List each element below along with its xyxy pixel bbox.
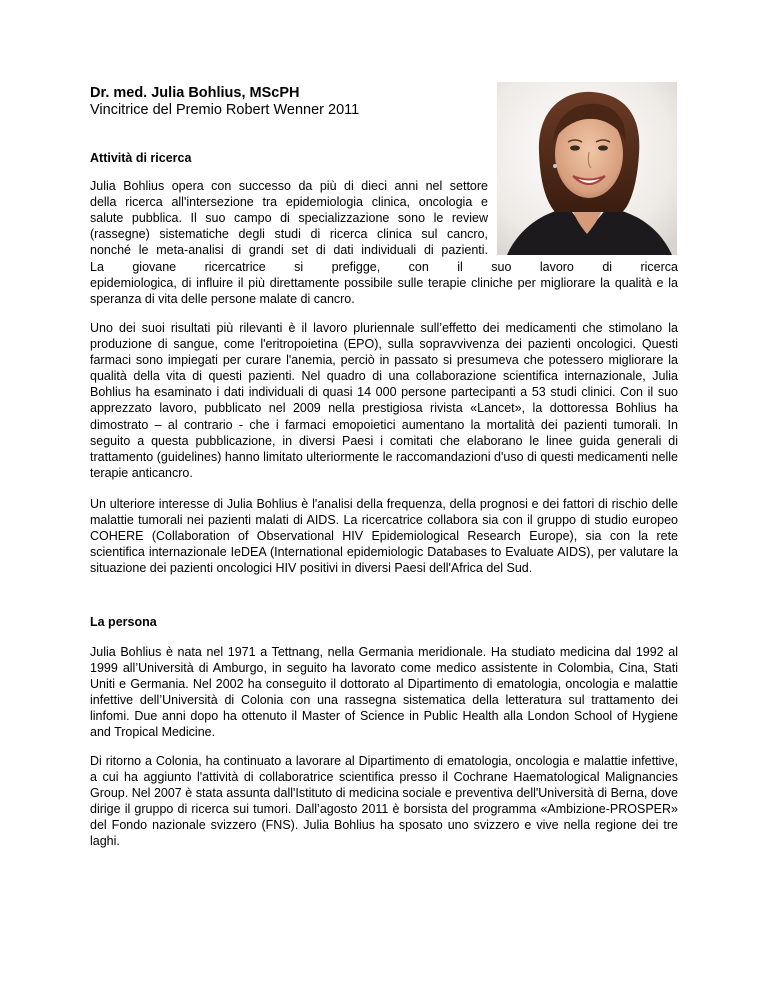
portrait-photo [497,82,677,255]
person-name-title: Dr. med. Julia Bohlius, MScPH [90,85,300,101]
award-subtitle: Vincitrice del Premio Robert Wenner 2011 [90,102,360,118]
research-paragraph-1-continued [90,259,678,307]
research-heading: Attività di ricerca [90,151,192,165]
portrait-illustration [497,82,677,255]
person-paragraph-2: Di ritorno a Colonia, ha continuato a lavorare al Dipartimento di ematologia, oncologia e malattie infettive, a cui ha aggiunto l'attività di collaboratrice scientifica presso il Cochrane Haematological Malignancies Group. Nel 2007 è stata assunta dall'Istituto di medicina sociale e preventiva dell'Università di Berna, dove dirige il gruppo di ricerca sui tumori. Dall’agosto 2011 è borsista del programma «Ambizione-PROSPER» del Fondo nazionale svizzero (FNS). Julia Bohlius ha sposato uno svizzero e vive nella regione dei tre laghi. [90,754,678,849]
research-paragraph-2: Uno dei suoi risultati più rilevanti è il lavoro pluriennale sull’effetto dei medicamenti che stimolano la produzione di sangue, come l'eritropoietina (EPO), sulla sopravvivenza dei pazienti oncologici. Questi farmaci sono impiegati per curare l'anemia, perciò in passato si presumeva che potessero migliorare la qualità della vita di questi pazienti. Nel quadro di una collaborazione scientifica internazionale, Julia Bohlius ha esaminato i dati individuali di quasi 14 000 persone partecipanti a 53 studi clinici. Con il suo apprezzato lavoro, pubblicato nel 2009 nella prestigiosa rivista «Lancet», la dottoressa Bohlius ha dimostrato – al contrario - che i farmaci emopoietici aumentano la mortalità dei pazienti tumorali. In seguito a questa pubblicazione, in diversi Paesi i comitati che elaborano le linee guida generali di trattamento (guidelines) hanno limitato ulteriormente le raccomandazioni d'uso di questi medicamenti nelle terapie anticancro. [90,321,678,480]
person-heading: La persona [90,615,157,629]
research-p1-line: salute pubblica. Il suo campo di specializzazione sono le review [90,211,488,226]
research-p1-line: nonché le meta-analisi di grandi set di dati individuali di pazienti. [90,243,488,258]
person-paragraph-1: Julia Bohlius è nata nel 1971 a Tettnang, nella Germania meridionale. Ha studiato medicina dal 1992 al 1999 all’Università di Amburgo, in seguito ha lavorato come medico assistente in Colombia, Cina, Stati Uniti e Germania. Nel 2002 ha conseguito il dottorato al Dipartimento di ematologia, oncologia e malattie infettive dell’Università di Colonia con una rassegna sistematica della letteratura sul trattamento dei linfomi. Due anni dopo ha ottenuto il Master of Science in Public Health alla London School of Hygiene and Tropical Medicine. [90,645,678,740]
research-p1-line: Julia Bohlius opera con successo da più di dieci anni nel settore [90,179,488,193]
research-paragraph-1-wrapped [90,178,488,258]
research-p1-line: della ricerca all'intersezione tra epidemiologia clinica, oncologia e [90,195,488,210]
research-paragraph-3: Un ulteriore interesse di Julia Bohlius è l'analisi della frequenza, della prognosi e dei fattori di rischio delle malattie tumorali nei pazienti malati di AIDS. La ricercatrice collabora sia con il gruppo di studio europeo COHERE (Collaboration of Observational HIV Epidemiological Research Europe), sia con la rete scientifica internazionale IeDEA (International epidemiologic Databases to Evaluate AIDS), per valutare la situazione dei pazienti oncologici HIV positivi in diversi Paesi dell'Africa del Sud. [90,497,678,576]
research-p1-line: (rassegne) sistematiche degli studi di ricerca clinica sul cancro, [90,227,488,242]
research-p1-line: La giovane ricercatrice si prefigge, con il suo lavoro di ricerca [90,259,678,274]
research-p1-rest: epidemiologica, di influire il più direttamente possibile sulle terapie cliniche per migliorare la qualità e la speranza di vita delle persone malate di cancro. [90,275,678,306]
